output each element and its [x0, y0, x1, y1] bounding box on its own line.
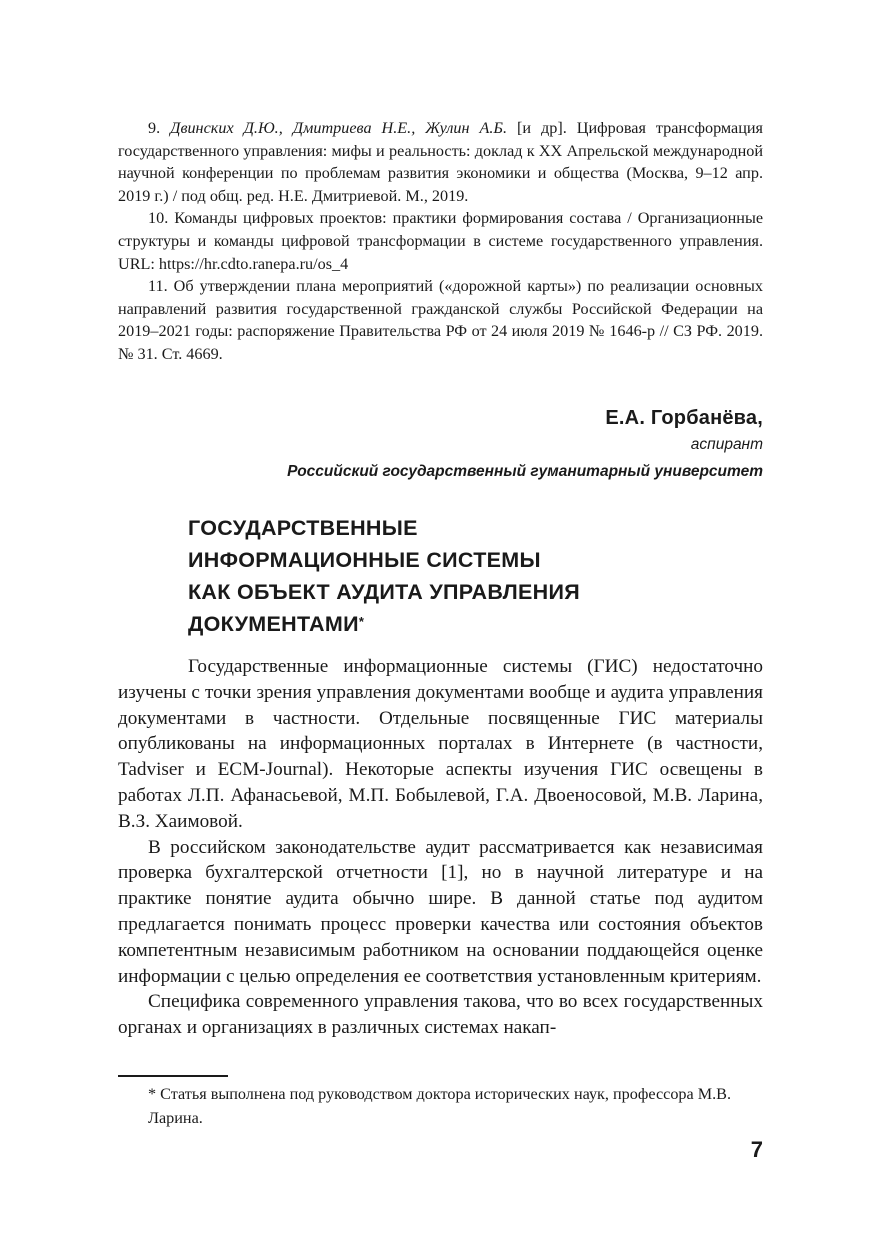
footnote-mark: *	[358, 614, 365, 629]
article-title	[188, 512, 748, 640]
reference-list	[118, 117, 763, 366]
title-line: ДОКУМЕНТАМИ	[188, 612, 359, 636]
reference-text: Об утверждении плана мероприятий («дорожной карты») по реализации основных направлений развития государственной гражданской службы Российской Федерации на 2019–2021 годы: распоряжение Правительства РФ от 24 июля 2019 № 1646-р // СЗ РФ. 2019. № 31. Ст. 4669.	[118, 277, 763, 363]
body-paragraph: Государственные информационные системы (ГИС) недостаточно изучены с точки зрения управления документами вообще и аудита управления документами в частности. Отдельные посвященные ГИС материалы опубликованы на информационных порталах в Интернете (в частности, Tadviser и ECM-Journal). Некоторые аспекты изучения ГИС освещены в работах Л.П. Афанасьевой, М.П. Бобылевой, Г.А. Двоеносовой, М.В. Ларина, В.З. Хаимовой.	[118, 656, 763, 832]
reference-number: 10.	[148, 209, 169, 228]
author-name: Е.А. Горбанёва,	[605, 407, 763, 429]
body-paragraph: Специфика современного управления такова, что во всех государственных органах и организациях в различных системах накап-	[118, 991, 763, 1039]
reference-text: [и др]. Цифровая трансформация государственного управления: мифы и реальность: доклад к XX Апрельской международной научной конференции по проблемам развития экономики и общества (Москва, 9–12 апр. 2019 г.) / под общ. ред. Н.Е. Дмитриевой. М., 2019.	[118, 119, 764, 205]
reference-authors: Двинских Д.Ю., Дмитриева Н.Е., Жулин А.Б.	[170, 119, 508, 137]
reference-item	[118, 207, 763, 275]
page-number: 7	[750, 1137, 763, 1162]
reference-text: Команды цифровых проектов: практики формирования состава / Организационные структуры и команды цифровой трансформации в системе государственного управления. URL: https://hr.cdto.ranepa.ru/os_4	[118, 209, 764, 273]
reference-number: 9.	[148, 119, 161, 137]
article-body	[118, 654, 763, 1041]
title-line: ИНФОРМАЦИОННЫЕ СИСТЕМЫ	[188, 548, 541, 572]
title-line: КАК ОБЪЕКТ АУДИТА УПРАВЛЕНИЯ	[188, 580, 580, 604]
reference-item	[118, 117, 763, 207]
reference-number: 11.	[148, 277, 168, 296]
author-block	[287, 404, 763, 486]
author-role: аспирант	[690, 436, 763, 453]
body-paragraph: В российском законодательстве аудит рассматривается как независимая проверка бухгалтерской отчетности [1], но в научной литературе и на практике понятие аудита обычно шире. В данной статье под аудитом предлагается понимать процесс проверки качества или состояния объектов компетентным независимым работником на основании поддающейся оценке информации с целью определения ее соответствия установленным критериям.	[118, 836, 763, 987]
footnote: * Статья выполнена под руководством доктора исторических наук, профессора М.В. Ларина.	[148, 1085, 732, 1127]
author-affiliation: Российский государственный гуманитарный университет	[287, 463, 763, 480]
footnote-divider	[118, 1075, 228, 1077]
title-line: ГОСУДАРСТВЕННЫЕ	[188, 516, 418, 540]
reference-item	[118, 275, 763, 365]
